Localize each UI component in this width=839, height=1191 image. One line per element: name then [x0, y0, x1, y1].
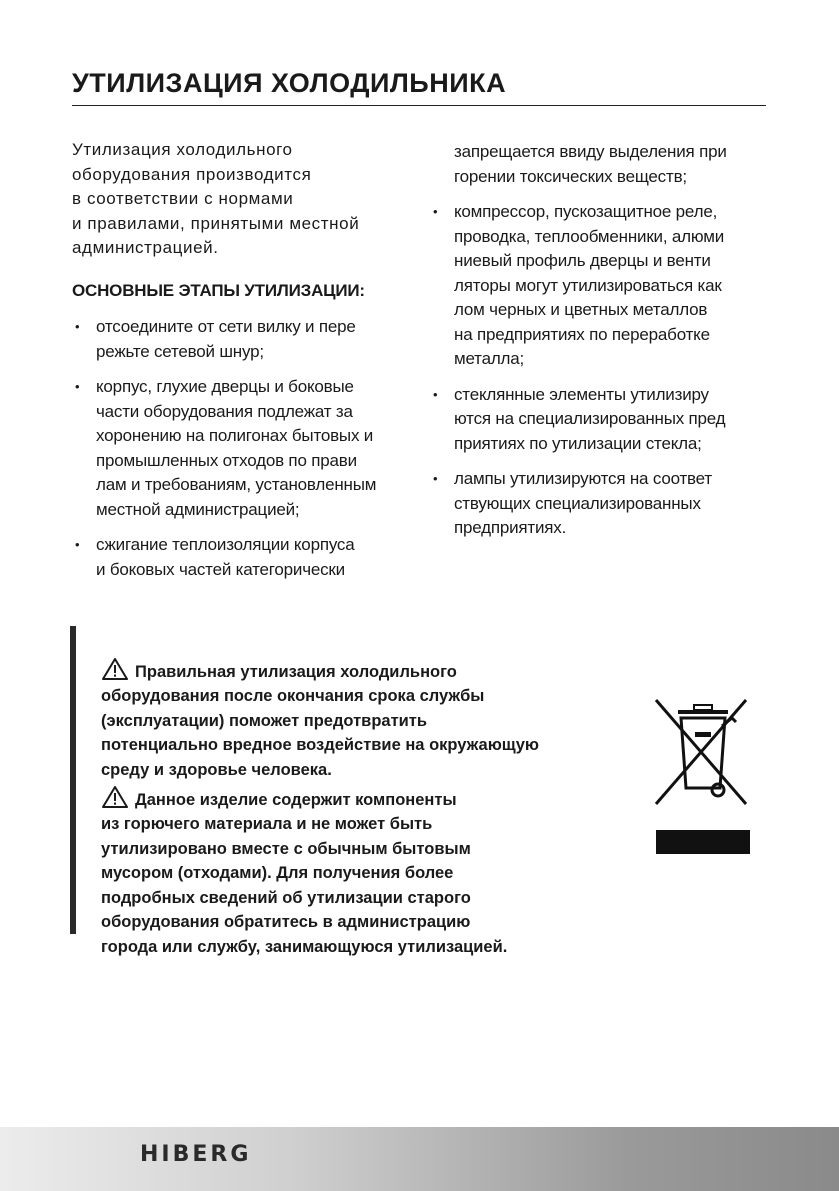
bullet-icon: • [75, 379, 80, 394]
bullet-icon: • [433, 204, 438, 219]
warning-triangle-icon [101, 657, 129, 681]
bullet-icon: • [433, 471, 438, 486]
warning-text-2: Данное изделие содержит компоненты из горючего материала и не может быть утилизировано вместе с обычным бытовым мусором (отходами). Для получения более подробных сведений об утилизации старого оборудования обратитесь в администрацию города или службу, занимающуюся утилизацией. [101, 790, 508, 956]
intro-paragraph: Утилизация холодильного оборудования производится в соответствии с нормами и правилами, принятыми местной администрацией. [72, 140, 360, 257]
brand-logo: HIBERG [140, 1142, 252, 1167]
list-item-text: корпус, глухие дверцы и боковые части оборудования подлежат за хоронению на полигонах бытовых и промышленных отходов по прави лам и требованиям, установленным местной администрацией; [96, 377, 377, 519]
bullet-icon: • [75, 537, 80, 552]
list-item [72, 533, 417, 582]
left-column [72, 138, 417, 593]
list-item-text: стеклянные элементы утилизиру ются на специализированных пред приятиях по утилизации стекла; [454, 384, 726, 453]
list-item [72, 315, 417, 364]
right-column [430, 140, 775, 552]
steps-list-left [72, 315, 417, 582]
list-item-text: сжигание теплоизоляции корпуса и боковых частей категорически [96, 535, 355, 579]
bullet-icon: • [433, 386, 438, 402]
bullet-icon: • [75, 319, 80, 334]
list-item-text: компрессор, пускозащитное реле, проводка, теплообменники, алюми ниевый профиль дверцы и венти ляторы могут утилизироваться как лом черных и цветных металлов на предприятиях по переработке металла; [454, 202, 725, 368]
list-item-text: отсоедините от сети вилку и пере режьте сетевой шнур; [96, 317, 356, 361]
list-item [430, 467, 775, 541]
warning-triangle-icon [101, 785, 129, 809]
list-item-text: лампы утилизируются на соответ ствующих специализированных предприятиях. [454, 469, 712, 537]
footer-bar [0, 1127, 839, 1191]
weee-bar [656, 830, 750, 854]
warning-text-1: Правильная утилизация холодильного оборудования после окончания срока службы (эксплуатации) поможет предотвратить потенциально вредное воздействие на окружающую среду и здоровье человека. [101, 662, 539, 779]
warning-notice-2 [101, 760, 641, 959]
crossed-out-bin-icon [652, 696, 750, 812]
steps-list-right [430, 200, 775, 541]
warning-box [70, 626, 636, 956]
list-item [72, 375, 417, 522]
list-item [430, 200, 775, 372]
steps-heading: ОСНОВНЫЕ ЭТАПЫ УТИЛИЗАЦИИ: [72, 280, 365, 300]
list-item-continuation: запрещается ввиду выделения при горении токсических веществ; [454, 142, 727, 186]
list-item [430, 383, 775, 457]
page-title: УТИЛИЗАЦИЯ ХОЛОДИЛЬНИКА [72, 66, 766, 106]
